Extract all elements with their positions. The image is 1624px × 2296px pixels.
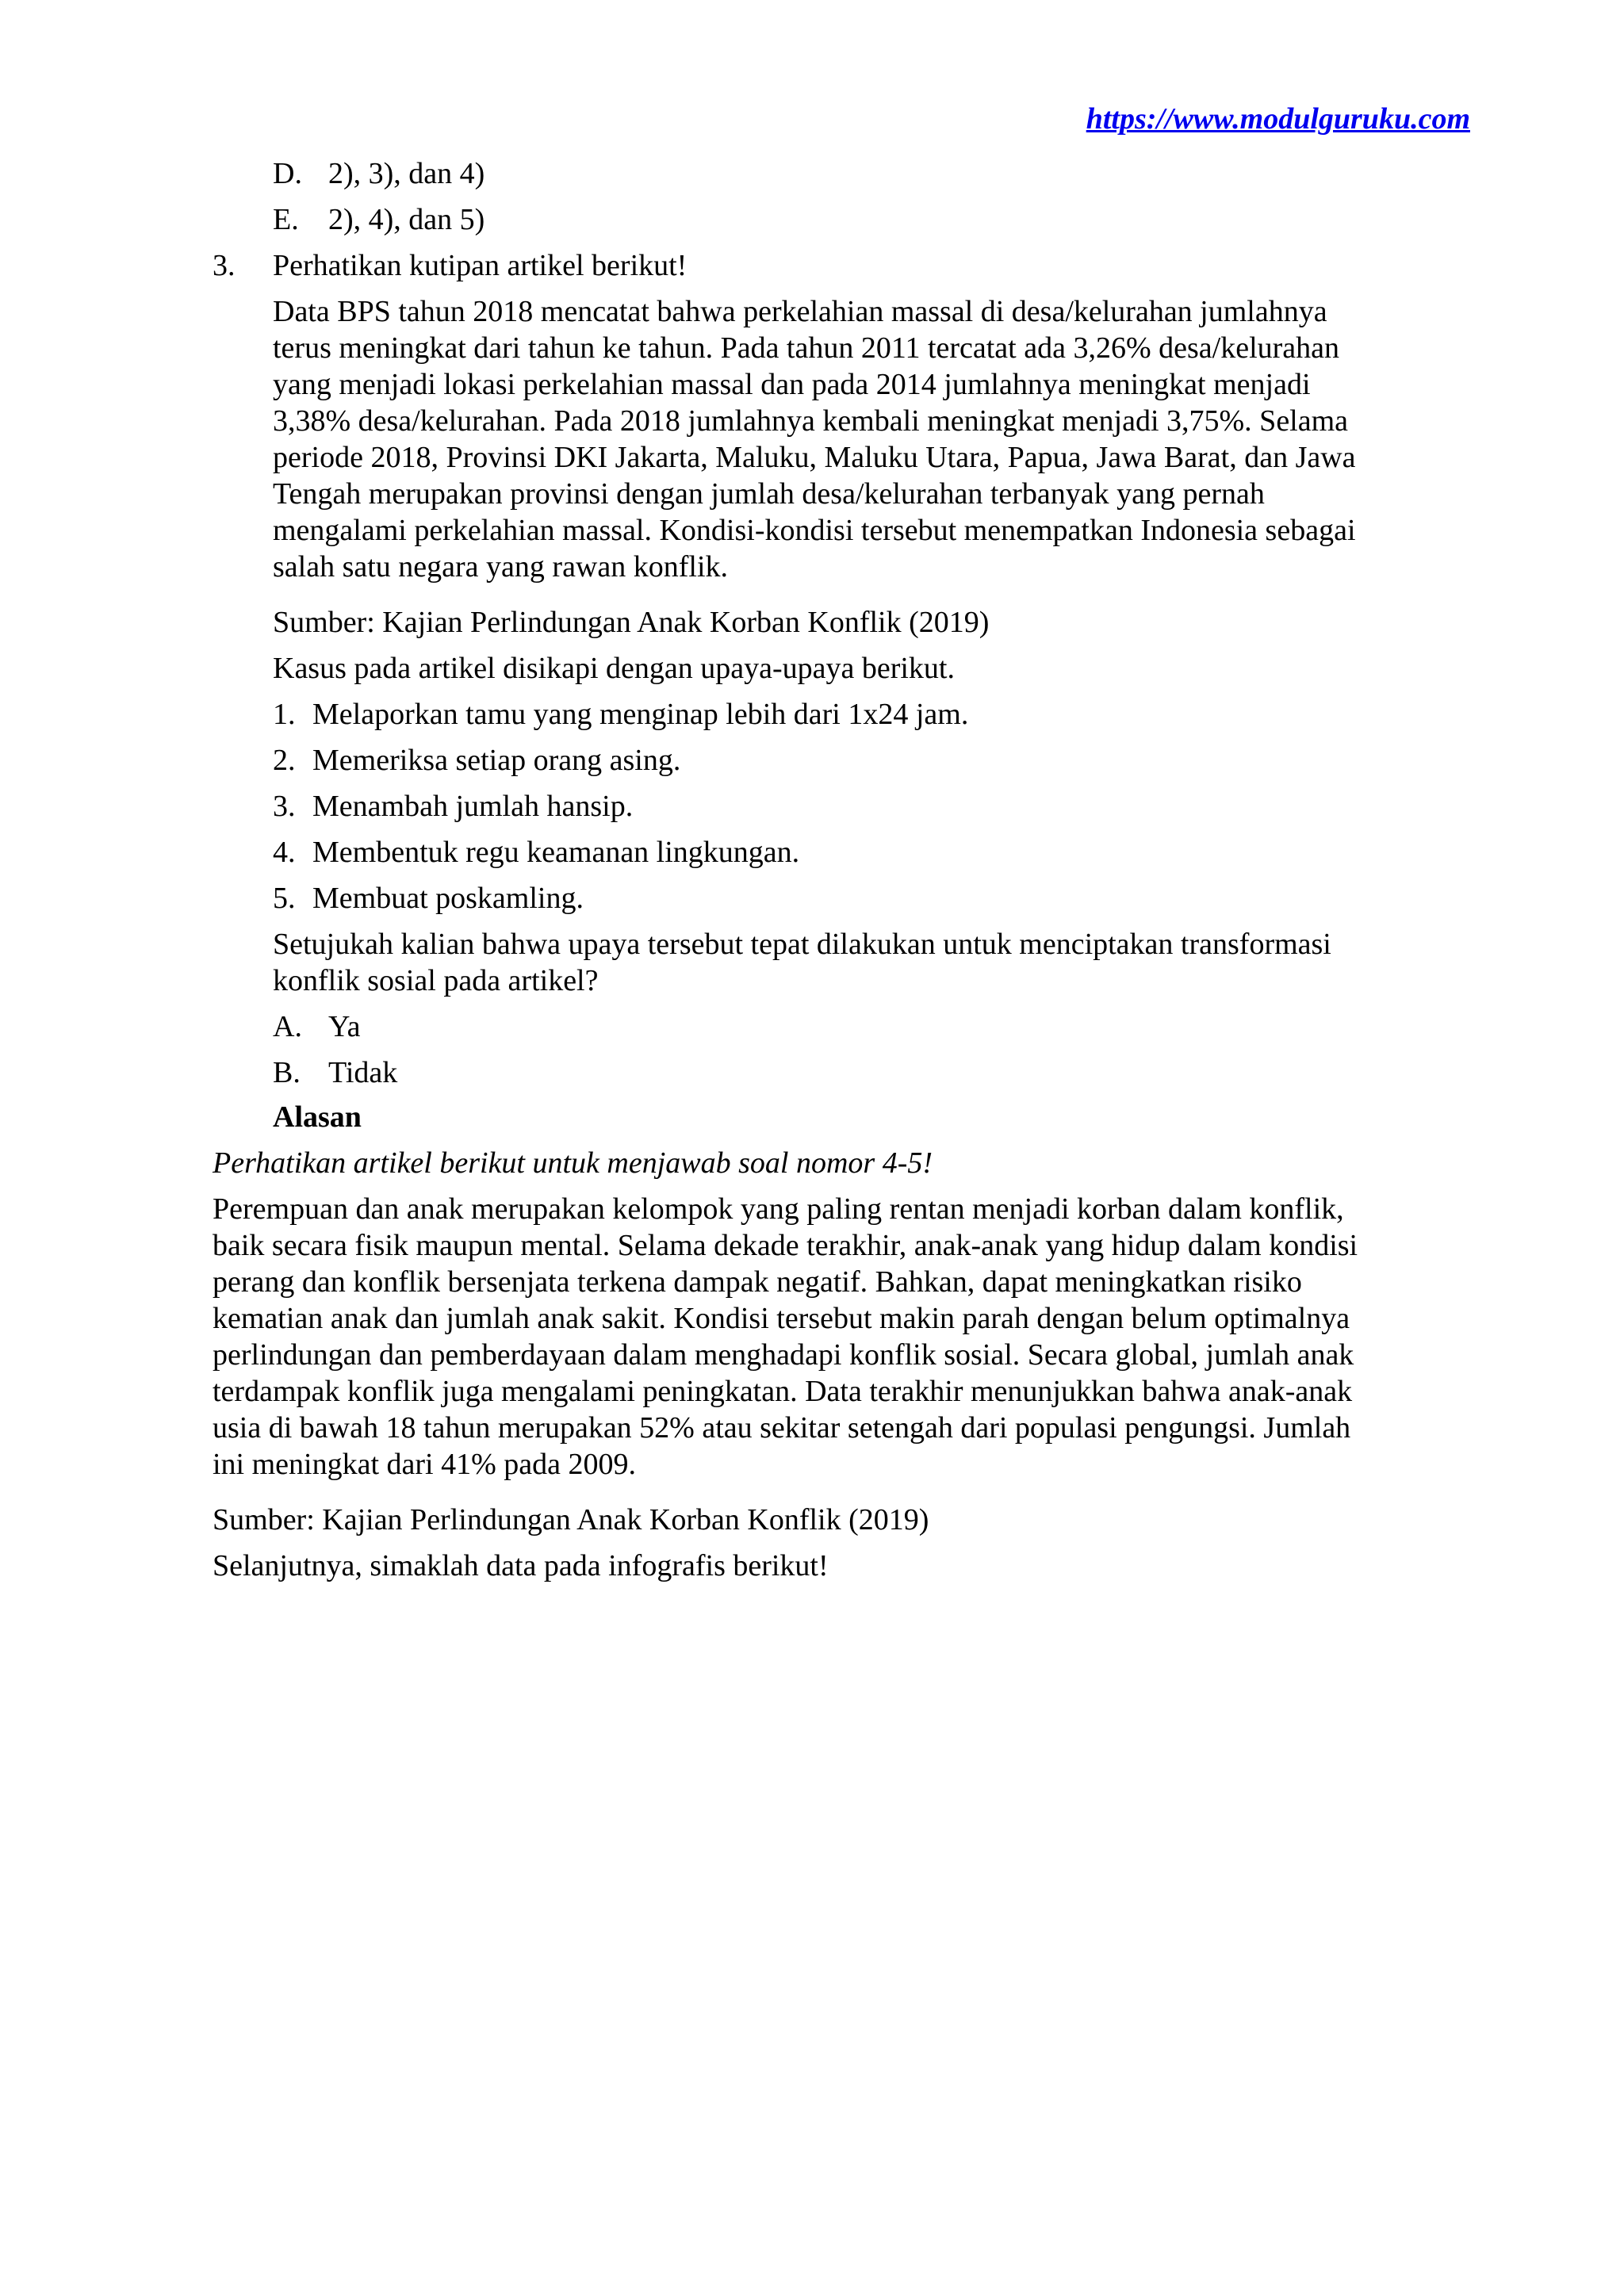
list-item-number: 3. [273,790,296,823]
question-number: 3. [213,249,236,282]
option-letter: D. [273,157,302,190]
list-item-number: 5. [273,882,296,915]
article-line: periode 2018, Provinsi DKI Jakarta, Maluku, Maluku Utara, Papua, Jawa Barat, dan Jawa [273,441,1356,474]
option-text: 2), 4), dan 5) [328,203,485,236]
article-line: baik secara fisik maupun mental. Selama dekade terakhir, anak-anak yang hidup dalam kondisi [213,1229,1358,1262]
list-item-text: Memeriksa setiap orang asing. [312,744,681,777]
option-text: Ya [328,1010,361,1043]
list-item-text: Membuat poskamling. [312,882,584,915]
question-3-question [273,926,1478,999]
article-line: ini meningkat dari 41% pada 2009. [213,1448,636,1481]
article-line: terus meningkat dari tahun ke tahun. Pada tahun 2011 tercatat ada 3,26% desa/kelurahan [273,331,1340,365]
question-line: Setujukah kalian bahwa upaya tersebut tepat dilakukan untuk menciptakan transformasi [273,928,1331,961]
option-text: 2), 3), dan 4) [328,157,485,190]
option-letter: B. [273,1056,301,1089]
option-text: Tidak [328,1056,398,1089]
article-line: Perempuan dan anak merupakan kelompok yang paling rentan menjadi korban dalam konflik, [213,1192,1344,1226]
article-line: yang menjadi lokasi perkelahian massal dan pada 2014 jumlahnya meningkat menjadi [273,368,1311,401]
list-item-number: 4. [273,836,296,869]
article-line: 3,38% desa/kelurahan. Pada 2018 jumlahnya kembali meningkat menjadi 3,75%. Selama [273,404,1349,438]
efforts-intro: Kasus pada artikel disikapi dengan upaya-upaya berikut. [273,652,955,685]
article-line: usia di bawah 18 tahun merupakan 52% atau sekitar setengah dari populasi pengungsi. Jumlah [213,1411,1351,1445]
list-item-number: 2. [273,744,296,777]
section-source: Sumber: Kajian Perlindungan Anak Korban Konflik (2019) [213,1503,929,1536]
list-item-text: Membentuk regu keamanan lingkungan. [312,836,800,869]
section-instruction: Perhatikan artikel berikut untuk menjawab soal nomor 4-5! [213,1146,933,1180]
section-article [213,1191,1481,1483]
option-letter: A. [273,1010,302,1043]
article-line: perang dan konflik bersenjata terkena dampak negatif. Bahkan, dapat meningkatkan risiko [213,1265,1302,1299]
article-line: terdampak konflik juga mengalami peningkatan. Data terakhir menunjukkan bahwa anak-anak [213,1375,1353,1408]
article-source: Sumber: Kajian Perlindungan Anak Korban Konflik (2019) [273,606,990,639]
list-item-text: Menambah jumlah hansip. [312,790,634,823]
header-url-link[interactable]: https://www.modulguruku.com [1086,102,1470,136]
question-prompt: Perhatikan kutipan artikel berikut! [273,249,688,282]
article-line: mengalami perkelahian massal. Kondisi-kondisi tersebut menempatkan Indonesia sebagai [273,514,1356,547]
reason-label: Alasan [273,1100,362,1134]
article-line: salah satu negara yang rawan konflik. [273,550,729,584]
question-line: konflik sosial pada artikel? [273,964,599,997]
article-line: kematian anak dan jumlah anak sakit. Kondisi tersebut makin parah dengan belum optimalnya [213,1302,1350,1335]
article-line: Data BPS tahun 2018 mencatat bahwa perkelahian massal di desa/kelurahan jumlahnya [273,295,1327,328]
question-3-article [273,293,1478,585]
section-followup: Selanjutnya, simaklah data pada infografis berikut! [213,1549,829,1582]
list-item-text: Melaporkan tamu yang menginap lebih dari 1x24 jam. [312,698,969,731]
option-letter: E. [273,203,299,236]
article-line: perlindungan dan pemberdayaan dalam menghadapi konflik sosial. Secara global, jumlah anak [213,1338,1354,1372]
list-item-number: 1. [273,698,296,731]
article-line: Tengah merupakan provinsi dengan jumlah desa/kelurahan terbanyak yang pernah [273,477,1265,511]
